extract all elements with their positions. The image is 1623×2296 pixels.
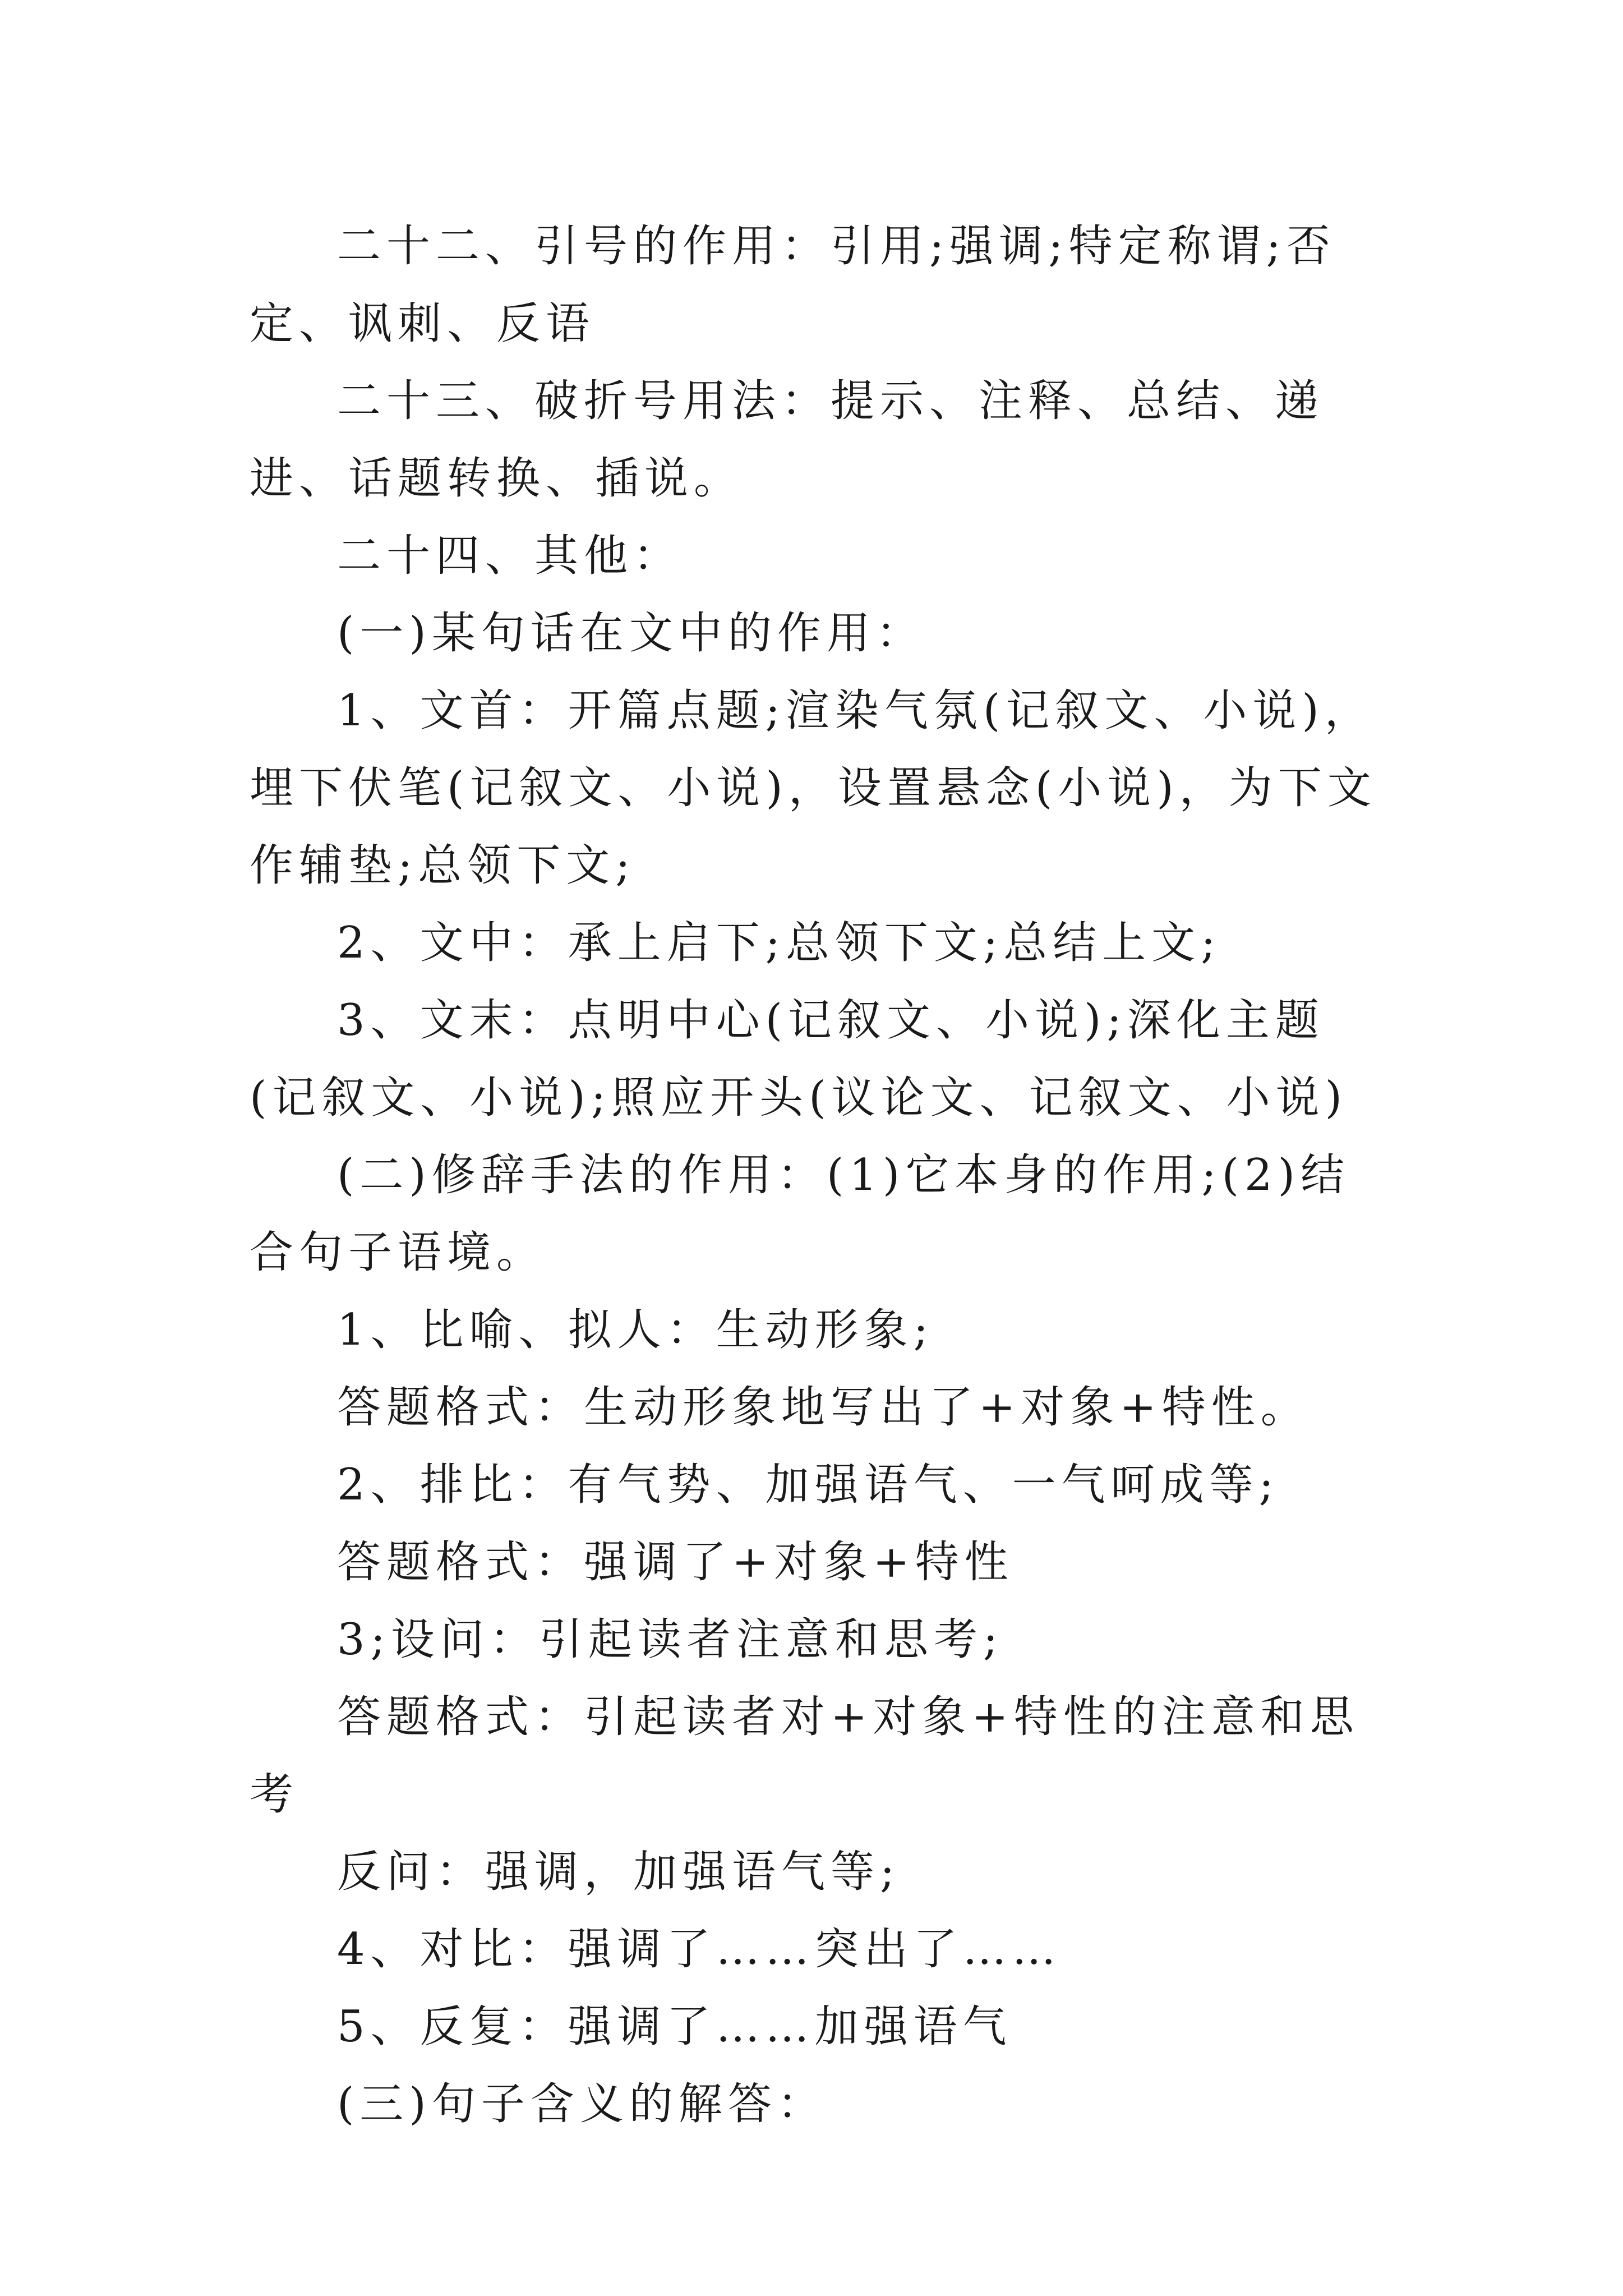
paragraph-section-one-heading: (一)某句话在文中的作用： [337,608,925,659]
paragraph-repetition: 5、反复：强调了……加强语气 [337,2001,1012,2052]
paragraph-dash-usage: 二十三、破折号用法：提示、注释、总结、递进、话题转换、插说。 [250,376,1325,504]
paragraph-quotation-marks: 二十二、引号的作用：引用;强调;特定称谓;否定、讽刺、反语 [250,221,1336,349]
paragraph-metaphor-format: 答题格式：生动形象地写出了+对象+特性。 [337,1382,1310,1433]
paragraph-parallelism: 2、排比：有气势、加强语气、一气呵成等; [337,1460,1279,1510]
paragraph-beginning-role: 1、文首：开篇点题;渲染气氛(记叙文、小说)，埋下伏笔(记叙文、小说)，设置悬念(小说)，为下文作辅垫;总领下文; [250,685,1377,891]
paragraph-ending-role: 3、文末：点明中心(记叙文、小说);深化主题(记叙文、小说);照应开头(议论文、记叙文、小说) [250,995,1348,1123]
paragraph-rhetorical-question-format: 答题格式：引起读者对+对象+特性的注意和思考 [250,1692,1359,1820]
paragraph-metaphor: 1、比喻、拟人：生动形象; [337,1305,934,1355]
paragraph-middle-role: 2、文中：承上启下;总领下文;总结上文; [337,918,1221,968]
paragraph-parallelism-format: 答题格式：强调了+对象+特性 [337,1537,1014,1588]
paragraph-section-three-heading: (三)句子含义的解答： [337,2079,827,2129]
paragraph-contrast: 4、对比：强调了……突出了…… [337,1924,1062,1975]
paragraph-counter-question: 反问：强调，加强语气等; [337,1847,901,1897]
paragraph-others-heading: 二十四、其他： [337,531,683,581]
paragraph-rhetorical-question: 3;设问：引起读者注意和思考; [337,1614,1004,1665]
document-body [250,208,1388,2143]
paragraph-section-two-heading: (二)修辞手法的作用：(1)它本身的作用;(2)结合句子语境。 [250,1150,1350,1278]
